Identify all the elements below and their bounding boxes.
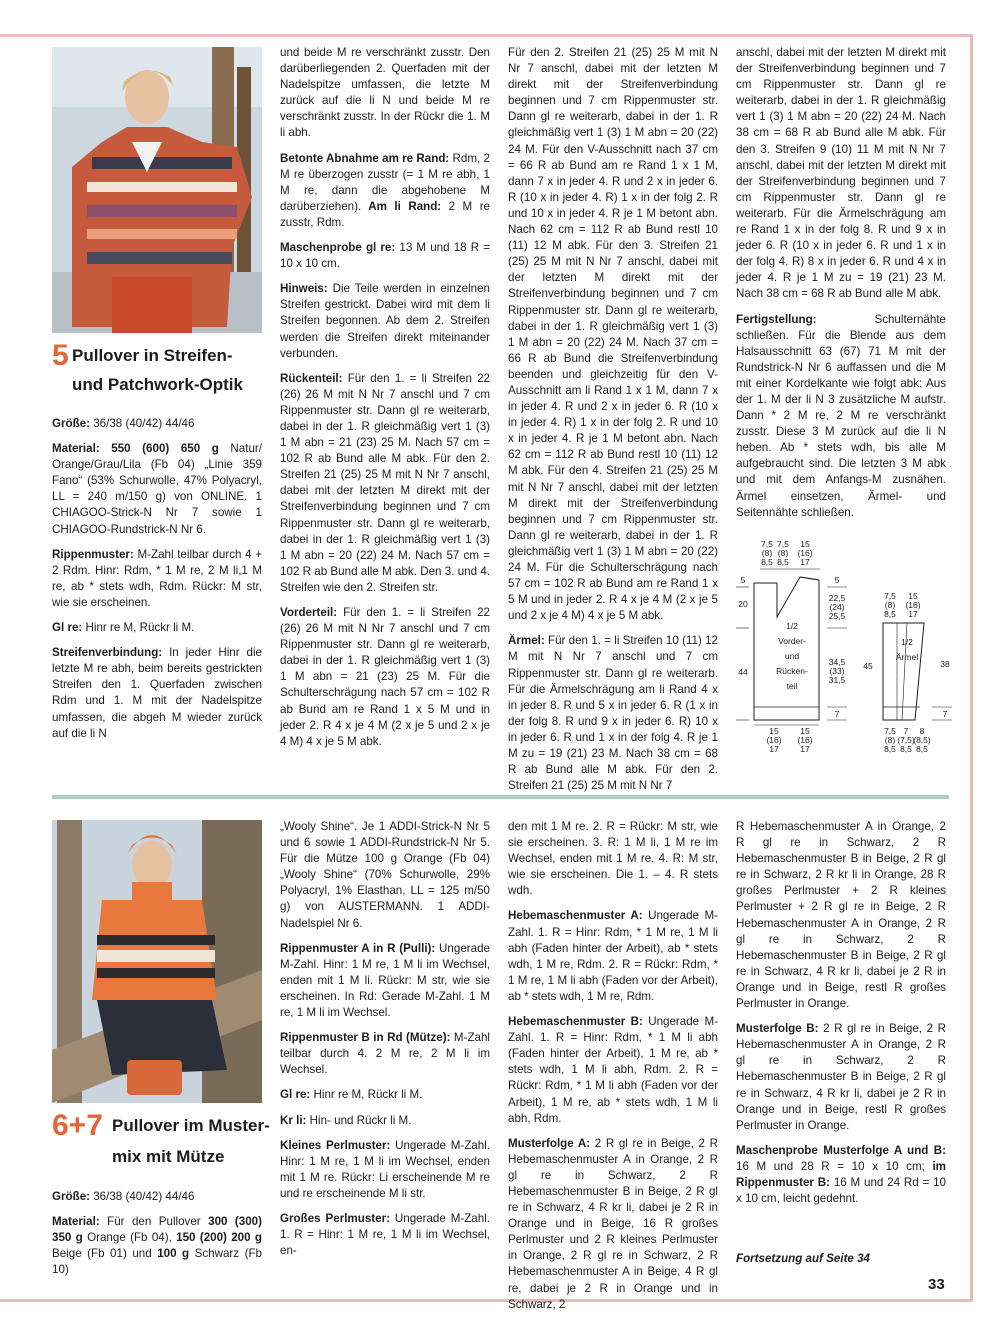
gauge-paragraph-6-7: Maschenprobe Musterfolge A und B: 16 M und 28 R = 10 x 10 cm; im Rippenmuster B: 16 M und 24 Rd = 10 x 10 cm, leicht gedehnt. xyxy=(736,1143,946,1206)
sequence-b-paragraph: Musterfolge B: 2 R gl re in Beige, 2 R Hebemaschenmuster A in Orange, 2 R gl re in Schwarz, 2 R Hebemaschenmuster B in Beige, 2 R gl re in Schwarz, 4 R kr li, dabei je 2 R in Orange und in Beige, restl R großes Perlmuster in Orange. xyxy=(736,1022,947,1132)
stripe-join-continued: und beide M re verschränkt zusstr. Den darüberliegenden 2. Querfaden mit der Nadelspitze umfassen, die letzte M zurück auf die li N und beide M re verschränkt zusstr. In der Rückr die 1. M li abh. xyxy=(280,46,490,140)
pattern-6-7-title-line1: Pullover im Muster- xyxy=(112,1116,270,1135)
sequence-a-continued: R Hebemaschenmuster A in Orange, 2 R gl re in Schwarz, 2 R Hebemaschenmuster B in Beige, 2 R gl re in Schwarz, 2 R kr li in Orange, 28 R großes Perlmuster + 2 R kleines Perlmuster + 2 R gl re in Beige, 2 R Hebemaschenmuster A in Orange, 2 R gl re in Schwarz, 2 R Hebemaschenmuster B in Beige, 2 R gl re in Schwarz, 4 R kr li, dabei je 2 R in Orange und in Beige, restl R großes Perlmuster in Orange. xyxy=(736,820,946,1011)
schematic-diagram xyxy=(732,535,958,765)
body-label-5: teil xyxy=(786,681,798,691)
sl-top-right-3: 17 xyxy=(908,609,918,619)
dim-right-5: 5 xyxy=(834,575,840,585)
pattern-5-column-3 xyxy=(508,45,718,803)
pattern-6-7-column-4 xyxy=(736,819,946,1216)
dim-left-44: 44 xyxy=(738,667,748,677)
material-paragraph-6-7: Material: Für den Pullover 300 (300) 350 g Orange (Fb 04), 150 (200) 200 g Beige (Fb 01) und 100 g Schwarz (Fb 10) xyxy=(52,1215,262,1277)
sl-bottom-1b: (8) xyxy=(884,735,896,745)
size-paragraph: Größe: 36/38 (40/42) 44/46 xyxy=(52,417,195,430)
dim-left-20: 20 xyxy=(738,599,748,609)
dim-top-left-1: 7,5 xyxy=(761,539,773,549)
large-seed-continued: den mit 1 M re. 2. R = Rückr: M str, wie sie erscheinen. 3. R: 1 M li, 1 M re im Wechsel, enden mit 1 M re. 4. R: M str, wie sie erscheinen. Die 1. – 4. R stets wdh. xyxy=(508,820,718,898)
dim-bottom-right-1: 15 xyxy=(800,726,810,736)
front-continued: Für den 2. Streifen 21 (25) 25 M mit N Nr 7 anschl, dabei mit der letzten M direkt mit der Streifenverbindung beginnen und 7 cm Rippenmuster str. Dann gl re weiterarb, dabei in der 1. R gleichmäßig vert 1 (3) 1 M abn = 20 (22) 24 M. Für den V-Ausschnitt nach 37 cm = 66 R ab Bund am re Rand 1 x 1 M, dann 7 x in jeder 4. R und 2 x in jeder 6. R (10 x in jeder 4. R) 1 x in der folg 2. R und 10 x in jeder 4. R je 1 M betont abn. Nach 62 cm = 112 R ab Bund restl 10 (11) 12 M abk. Für den 3. Streifen 21 (25) 25 M mit N Nr 7 anschl, dabei mit der letzten M direkt mit der Streifenverbindung beginnen und 7 cm Rippenmuster str. Dann gl re weiterarb, dabei in der 1. R gleichmäßig vert 1 (3) 1 M abn = 20 (22) 24 M. Nach 37 cm = 66 R ab Bund die Streifenverbindung beenden und gleichzeitig für den V-Ausschnitt am li Rand 1 x 1 M, dann 7 x in jeder 4. R und 2 x in jeder 6. R (10 x in jeder 4. R) 1 x in der folg 2. R und 10 x in jeder 4. R je 1 M betont abn. Nach 62 cm = 112 R ab Bund restl 10 (11) 12 M abk. Für den 4. Streifen 21 (25) 25 M mit N Nr 7 anschl, dabei mit der letzten M direkt mit der Streifenverbindung beginnen und 7 cm Rippenmuster str. Dann gl re weiterarb, dabei in der 1. R gleichmäßig vert 1 (3) 1 M abn = 20 (22) 24 M. Für die Schulterschrägung nach 57 cm = 102 R ab Bund am re Rand 1 x 5 M und in jeder 2. R 4 x je 4 M (2 x je 5 und 2 x je 4 M) 4 x je 5 M abk. xyxy=(508,46,718,623)
dim-right-345-3: 31,5 xyxy=(828,675,846,685)
body-label-2: Vorder- xyxy=(778,636,806,646)
sl-dim-7: 7 xyxy=(942,709,948,719)
pattern-5-column-1 xyxy=(52,416,262,751)
sl-bottom-3b: (8,5) xyxy=(913,735,931,745)
stockinette-paragraph: Gl re: Hinr re M, Rückr li M. xyxy=(52,621,195,635)
slip-stitch-a-paragraph: Hebemaschenmuster A: Ungerade M-Zahl. 1. R = Hinr: Rdm, * 1 M re, 1 M li abh (Faden hinter der Arbeit), ab * stets wdh, 1 M re, Rdm. 2. R = Rückr: Rdm, * 1 M re, 1 M li abh (Faden vor der Arbeit), ab * stets wdh, 1 M re, Rdm. xyxy=(508,909,718,1003)
sl-bottom-2a: 7 xyxy=(903,726,909,736)
sl-bottom-3c: 8,5 xyxy=(916,744,928,754)
body-label-3: und xyxy=(784,651,800,661)
rib-pattern-paragraph: Rippenmuster: M-Zahl teilbar durch 4 + 2 Rdm. Hinr: Rdm, * 1 M re, 2 M li,1 M re, ab * stets wdh, Rdm. Rückr: M str, wie sie erscheinen. xyxy=(52,547,262,609)
sl-bottom-2c: 8,5 xyxy=(900,744,912,754)
pattern-6-7-title xyxy=(52,1110,272,1170)
dim-top-mid-1: 7,5 xyxy=(777,539,789,549)
dim-right-225-3: 25,5 xyxy=(828,611,846,621)
model-photo-2 xyxy=(52,820,262,1103)
size-paragraph-6-7: Größe: 36/38 (40/42) 44/46 xyxy=(52,1190,195,1203)
page-number: 33 xyxy=(928,1276,945,1293)
sl-dim-45: 45 xyxy=(863,661,873,671)
pattern-title-line1: Pullover in Streifen- xyxy=(72,346,233,365)
stripe-join-paragraph: Streifenverbindung: In jeder Hinr die letzte M re abh, beim bereits gestrickten Streifen den 1. Querfaden zwischen Rdm und 1. M mit der Nadelspitze umfassen, die abgeh M wieder zurück auf die li N xyxy=(52,646,262,740)
decrease-paragraph: Betonte Abnahme am re Rand: Rdm, 2 M re überzogen zusstr (= 1 M re abh, 1 M re, dann die abgehobene M darüberziehen). Am li Rand: 2 M re zusstr, Rdm. xyxy=(280,151,490,229)
dim-bottom-left-3: 17 xyxy=(769,744,779,754)
dim-right-345-2: (33) xyxy=(829,666,845,676)
sleeve-label-2: Ärmel xyxy=(895,652,919,662)
dim-top-mid-2: (8) xyxy=(777,548,789,558)
pattern-title-line2: und Patchwork-Optik xyxy=(72,375,243,394)
large-seed-paragraph: Großes Perlmuster: Ungerade M-Zahl. 1. R = Hinr: 1 M re, 1 M li im Wechsel, en- xyxy=(280,1211,491,1258)
note-paragraph: Hinweis: Die Teile werden in einzelnen Streifen gestrickt. Dabei wird mit dem li Streifen begonnen. Ab dem 2. Streifen werden die Streifen direkt miteinander verbunden. xyxy=(280,282,490,360)
pattern-6-7-column-3 xyxy=(508,819,718,1322)
body-outline xyxy=(754,577,819,720)
model-photo-2-image xyxy=(52,820,262,1103)
sl-bottom-2b: (7,5) xyxy=(897,735,915,745)
rib-b-paragraph: Rippenmuster B in Rd (Mütze): M-Zahl teilbar durch 4. 2 M re, 2 M li im Wechsel. xyxy=(280,1031,491,1077)
sl-bottom-1c: 8,5 xyxy=(884,744,896,754)
back-paragraph: Rückenteil: Für den 1. = li Streifen 22 (26) 26 M mit N Nr 7 anschl und 7 cm Rippenmuster str. Dann gl re weiterarb, dabei in der 1. R gleichmäßig vert 1 (3) 1 M abn = 21 (23) 25 M. Nach 57 cm = 102 R ab Bund alle M abk. Für den 2. Streifen 21 (25) 25 M mit N Nr 7 anschl, dabei mit der letzten M direkt mit der Streifenverbindung beginnen und 7 cm Rippenmuster str. Dann gl re weiterarb, dabei in der 1. R gleichmäßig vert 1 (3) 1 M abn = 20 (22) 24 M. Nach 57 cm = 102 R ab Bund alle M abk. Den 3. und 4. Streifen wie den 2. Streifen str. xyxy=(280,371,490,594)
pattern-5-title xyxy=(52,340,272,400)
continued-note: Fortsetzung auf Seite 34 xyxy=(736,1252,870,1265)
dim-bottom-right-3: 17 xyxy=(800,744,810,754)
garter-paragraph: Kr li: Hin- und Rückr li M. xyxy=(280,1113,412,1127)
sequence-a-paragraph: Musterfolge A: 2 R gl re in Beige, 2 R Hebemaschenmuster A in Orange, 2 R gl re in Schwarz, 2 R Hebemaschenmuster B in Beige, 2 R gl re in Schwarz, 4 R kr li, dabei je 2 R in Orange und in Beige, 16 R großes Perlmuster und 2 R kleines Perlmuster in Orange, 2 R gl re in Schwarz, 2 R Hebemaschenmuster A in Beige, 4 R gl re, dabei je 2 R in Orange und in Schwarz, 2 xyxy=(508,1136,719,1311)
pattern-6-7-column-2 xyxy=(280,819,490,1268)
dim-right-225-1: 22,5 xyxy=(828,593,846,603)
sl-top-left-2: (8) xyxy=(884,600,896,610)
shoulder-line xyxy=(800,577,819,580)
pattern-number-6-7: 6+7 xyxy=(52,1109,103,1142)
dim-bottom-left-2: (16) xyxy=(766,735,782,745)
sleeve-label-1: 1/2 xyxy=(901,637,913,647)
gauge-paragraph: Maschenprobe gl re: 13 M und 18 R = 10 x 10 cm. xyxy=(280,241,491,271)
pattern-number: 5 xyxy=(52,339,69,372)
dim-bottom-left-1: 15 xyxy=(769,726,779,736)
dim-top-right-3: 17 xyxy=(800,557,810,567)
dim-left-5: 5 xyxy=(740,575,746,585)
sleeve-paragraph: Ärmel: Für den 1. = li Streifen 10 (11) 12 M mit N Nr 7 anschl und 7 cm Rippenmuster str. Dann gl re weiterarb. Für die Ärmelschrägung am li Rand 4 x in jeder 8. R und 5 x in jeder 6. R (1 x in der folg 8. R und 9 x in jeder 6. R) 10 x in jeder 6. R und 1 x in der folg 4. R je 1 M zu = 19 (21) 23 M. Nach 38 cm = 68 R ab Bund alle M abk. Für den 2. Streifen 21 (25) 25 M mit N Nr 7 xyxy=(508,634,718,793)
pattern-5-column-2 xyxy=(280,45,490,759)
dim-right-225-2: (24) xyxy=(829,602,845,612)
sl-dim-38: 38 xyxy=(940,659,950,669)
dim-top-right-1: 15 xyxy=(800,539,810,549)
model-photo-1 xyxy=(52,47,262,333)
sl-top-left-3: 8,5 xyxy=(884,609,896,619)
section-divider xyxy=(52,795,949,799)
dim-bottom-right-2: (16) xyxy=(797,735,813,745)
pattern-5-column-4 xyxy=(736,45,946,530)
dim-top-right-2: (16) xyxy=(797,548,813,558)
sl-bottom-1a: 7,5 xyxy=(884,726,896,736)
slip-stitch-b-paragraph: Hebemaschenmuster B: Ungerade M-Zahl. 1. R = Hinr: Rdm, * 1 M li abh (Faden hinter der Arbeit), 1 M re, ab * stets wdh, 1 M li abh, Rdm. 2. R = Rückr: Rdm, * 1 M li abh (Faden vor der Arbeit), 1 M re, ab * stets wdh, 1 M li abh, Rdm. xyxy=(508,1015,718,1125)
stockinette-paragraph-6-7: Gl re: Hinr re M, Rückr li M. xyxy=(280,1088,423,1102)
dim-top-left-3: 8,5 xyxy=(761,557,773,567)
sl-top-right-1: 15 xyxy=(908,591,918,601)
dim-top-left-2: (8) xyxy=(761,548,773,558)
material-paragraph: Material: 550 (600) 650 g Natur/ Orange/Grau/Lila (Fb 04) „Linie 359 Fano“ (53% Schurwolle, 47% Polyacryl, LL = 240 m/150 g) von ONLINE. 1 CHIAGOO-Strick-N Nr 7 sowie 1 CHIAGOO-Rundstrick-N Nr 6. xyxy=(52,442,262,536)
body-label-4: Rücken- xyxy=(776,666,808,676)
pattern-6-7-column-1 xyxy=(52,1189,262,1287)
front-paragraph: Vorderteil: Für den 1. = li Streifen 22 (26) 26 M mit N Nr 7 anschl und 7 cm Rippenmuster str. Dann gl re weiterarb, dabei in der 1. R gleichmäßig vert 1 (3) 1 M abn = 21 (23) 25 M. Für die Schulterschrägung nach 57 cm = 102 R ab Bund am re Rand 1 x 5 M und in jeder 2. R 4 x je 4 M (2 x je 5 und 2 x je 4 M) 4 x je 5 M abk. xyxy=(280,606,490,748)
finishing-paragraph: Fertigstellung: Schulternähte schließen. Für die Blende aus dem Halsausschnitt 63 (67) 71 M mit der Rundstrick-N Nr 6 auffassen und die M mit einer Kordelkante wie folgt abk: Aus der 1. M der li N 3 zusätzliche M aufstr. Dann * 2 M re, 2 M re verschränkt zusstr. Diese 3 M zurück auf die li N heben. Ab * stets wdh, bis alle M aufgebraucht sind. Die letzten 3 M abk und mit dem Anfangs-M zusnähen. Ärmel einsetzen, Ärmel- und Seitennähte schließen. xyxy=(736,312,946,519)
pattern-6-7-title-line2: mix mit Mütze xyxy=(112,1147,225,1166)
sl-top-left-1: 7,5 xyxy=(884,591,896,601)
small-seed-paragraph: Kleines Perlmuster: Ungerade M-Zahl. Hinr: 1 M re, 1 M li im Wechsel, enden mit 1 M re. Rückr: Li erscheinende M re und re erscheinende M li str. xyxy=(280,1138,490,1200)
dim-top-mid-3: 8,5 xyxy=(777,557,789,567)
body-label-1: 1/2 xyxy=(786,621,798,631)
sl-top-right-2: (16) xyxy=(905,600,921,610)
sl-bottom-3a: 8 xyxy=(919,726,925,736)
model-photo-1-image xyxy=(52,47,262,333)
rib-a-paragraph: Rippenmuster A in R (Pulli): Ungerade M-Zahl. Hinr: 1 M re, 1 M li im Wechsel, enden mit 1 M li. Rückr: M str, wie sie erscheinen. In Rd: Gerade M-Zahl. 1 M re, 1 M li im Wechsel. xyxy=(280,941,490,1020)
material-continued: „Wooly Shine“. Je 1 ADDI-Strick-N Nr 5 und 6 sowie 1 ADDI-Rundstrick-N Nr 5. Für die Mütze 100 g Orange (Fb 04) „Wooly Shine“ (70% Schurwolle, 29% Polyacryl, 1% Elasthan, LL = 125 m/50 g) von AUSTERMANN. 1 ADDI-Nadelspiel Nr 6. xyxy=(280,820,490,930)
dim-right-7: 7 xyxy=(834,709,840,719)
sleeve-continued: anschl, dabei mit der letzten M direkt mit der Streifenverbindung beginnen und 7 cm Rippenmuster str. Dann gl re weiterarb, dabei in der 1. R gleichmäßig vert 1 (3) 1 M abn = 20 (22) 24 M. Nach 38 cm = 68 R ab Bund alle M abk. Für den 3. Streifen 9 (10) 11 M mit N Nr 7 anschl, dabei mit der letzten M direkt mit der Streifenverbindung beginnen und 7 cm Rippenmuster str. Dann gl re weiterarb. Für die Ärmelschrägung am re Rand 1 x in der folg 8. R und 9 x in jeder 6. R (10 x in jeder 6. R und 1 x in der folg 4. R) 8 x in jeder 6. R und 4 x in jeder 4. R je 1 M zu = 19 (21) 23 M. Nach 38 cm = 68 R ab Bund alle M abk. xyxy=(736,46,946,301)
dim-right-345-1: 34,5 xyxy=(828,657,846,667)
